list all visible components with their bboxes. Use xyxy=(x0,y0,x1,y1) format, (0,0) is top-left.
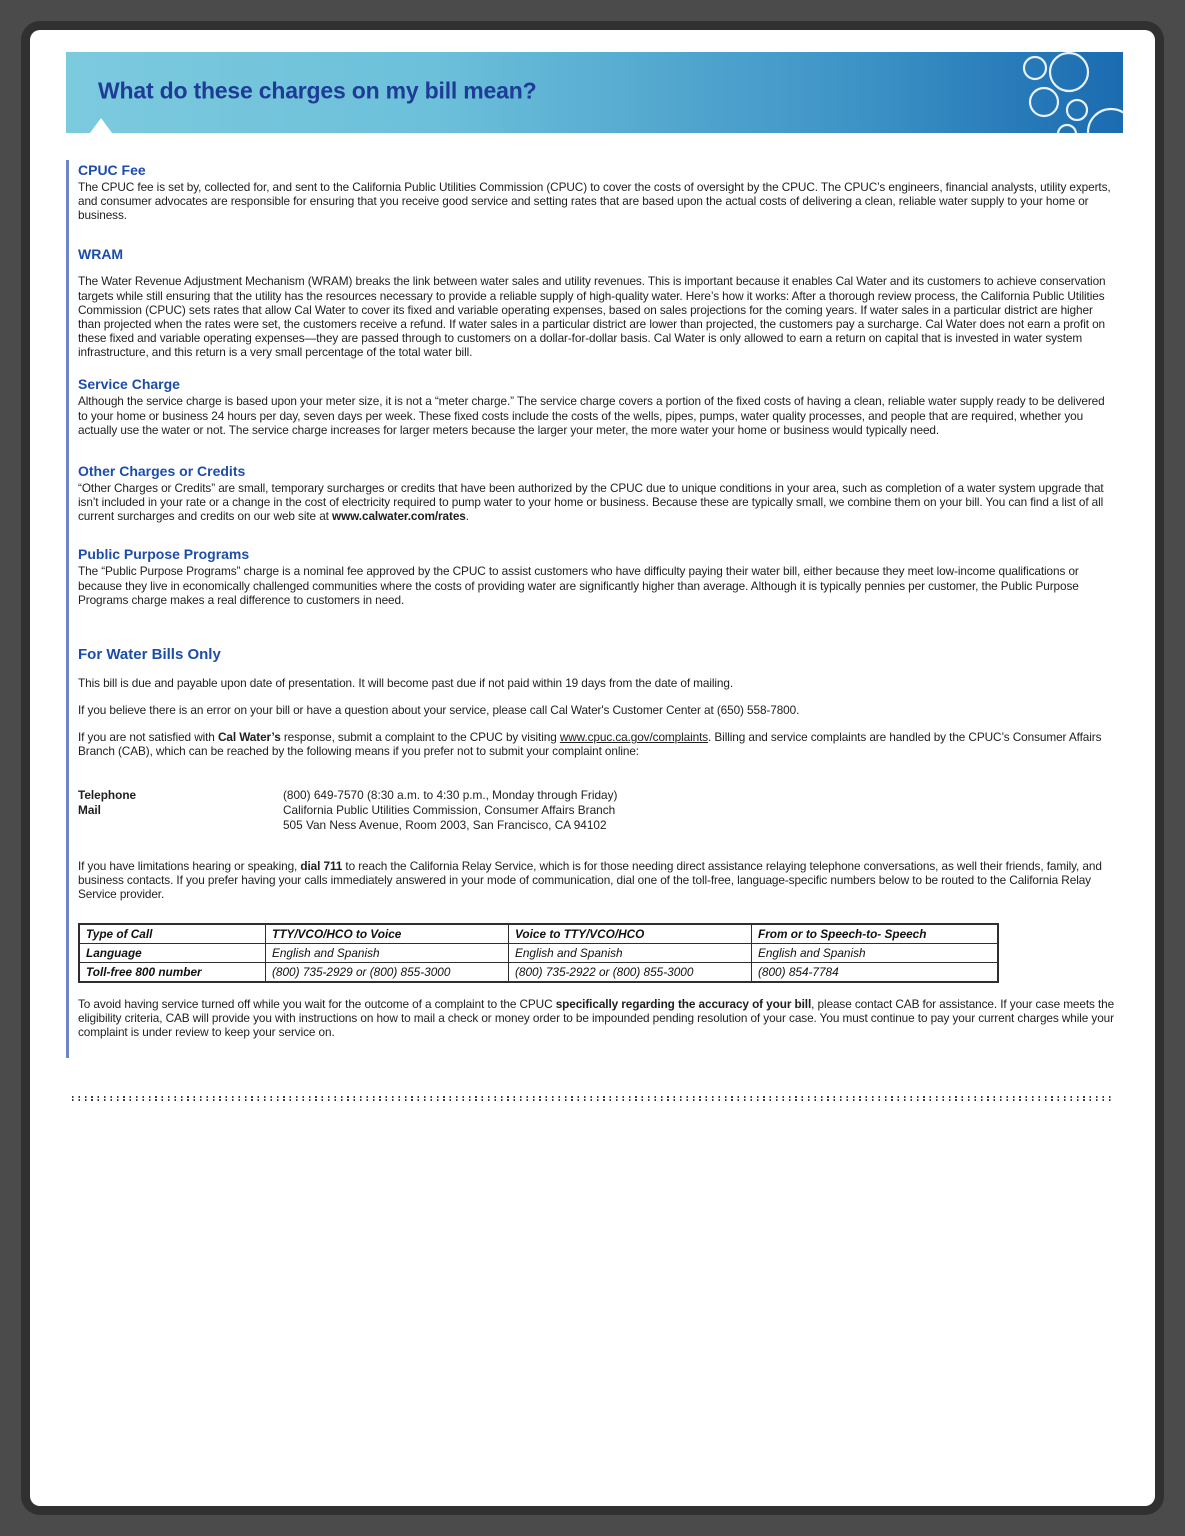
table-cell: TTY/VCO/HCO to Voice xyxy=(266,924,509,944)
contact-mail-row xyxy=(78,803,1117,818)
perforation-line xyxy=(72,1096,1115,1101)
table-cell: Language xyxy=(79,944,266,963)
section-heading-service-charge: Service Charge xyxy=(78,376,180,393)
table-cell: English and Spanish xyxy=(509,944,752,963)
section-heading-other-charges: Other Charges or Credits xyxy=(78,462,246,479)
text-segment: “Other Charges or Credits” are small, temporary surcharges or credits that have been authorized by the CPUC due to unique conditions in your area, such as completion of a water system upgrade that isn’t included in your rate or a change in the cost of electricity required to pump water to your home or business. Because these are typically small, we combine them on your bill. You can find a list of all current surcharges and credits on our web site at xyxy=(78,480,1104,524)
text-segment: dial 711 xyxy=(300,858,343,873)
table-cell: Toll-free 800 number xyxy=(79,963,266,983)
table-row xyxy=(79,924,998,944)
section-paragraph xyxy=(78,481,1117,523)
billing-error-paragraph xyxy=(78,703,1117,717)
table-cell: (800) 854-7784 xyxy=(752,963,999,983)
text-segment: response, submit a complaint to the CPUC by visiting xyxy=(280,730,560,745)
telephone-label: Telephone xyxy=(78,788,137,803)
relay-numbers-table xyxy=(78,923,999,983)
text-segment: specifically regarding the accuracy of your bill xyxy=(555,997,812,1012)
section-public-purpose xyxy=(78,546,1117,606)
table-row xyxy=(79,963,998,983)
text-segment: . xyxy=(465,509,469,524)
table-cell: English and Spanish xyxy=(752,944,999,963)
mail-address-line-1: California Public Utilities Commission, Consumer Affairs Branch xyxy=(283,803,616,818)
relay-service-paragraph xyxy=(78,859,1117,901)
section-heading-wram: WRAM xyxy=(78,246,124,263)
contact-telephone-row xyxy=(78,788,1117,803)
text-segment: Cal Water’s xyxy=(217,730,281,745)
text-segment: The “Public Purpose Programs” charge is a nominal fee approved by the CPUC to assist customers who have difficulty paying their water bill, either because they meet low-income qualifications or because they live in economically challenged communities where the costs of providing water are significantly higher than average. Although it is typically pennies per customer, the Public Purpose Programs charge makes a real difference to customers in need. xyxy=(78,564,1079,607)
section-service-charge xyxy=(78,376,1117,436)
section-cpuc-fee xyxy=(78,162,1117,222)
section-heading-for-water-bills-only: For Water Bills Only xyxy=(78,645,221,663)
text-segment: www.calwater.com/rates xyxy=(332,509,466,524)
telephone-value: (800) 649-7570 (8:30 a.m. to 4:30 p.m., Monday through Friday) xyxy=(283,788,618,803)
table-cell: (800) 735-2929 or (800) 855-3000 xyxy=(266,963,509,983)
section-paragraph xyxy=(78,274,1117,359)
complaint-paragraph xyxy=(78,730,1117,758)
section-paragraph xyxy=(78,180,1117,222)
bubbles-icon xyxy=(943,52,1123,133)
text-segment: If you believe there is an error on your bill or have a question about your service, please call Cal Water's Customer Center at (650) 558-7800. xyxy=(78,702,800,717)
mail-address-line-2: 505 Van Ness Avenue, Room 2003, San Francisco, CA 94102 xyxy=(283,817,607,832)
table-row xyxy=(79,944,998,963)
section-for-water-bills-only xyxy=(78,646,1117,759)
text-segment: If you are not satisfied with xyxy=(78,730,218,745)
page-title: What do these charges on my bill mean? xyxy=(98,76,537,103)
document-page xyxy=(30,30,1155,1506)
due-date-paragraph xyxy=(78,676,1117,690)
section-heading-public-purpose: Public Purpose Programs xyxy=(78,546,250,563)
text-segment: The Water Revenue Adjustment Mechanism (WRAM) breaks the link between water sales and utility revenues. This is important because it enables Cal Water and its customers to achieve conservation targets while still ensuring that the utility has the resources necessary to provide a reliable supply of high-quality water. Here’s how it works: After a thorough review process, the California Public Utilities Commission (CPUC) sets rates that allow Cal Water to cover its fixed and variable operating expenses, based on sales projections for the coming years. If water sales in a particular district are higher than projected when the rates were set, the customers receive a refund. If water sales in a particular district are lower than projected, the customers pay a surcharge. Cal Water does not earn a profit on these fixed and variable operating expenses—they are passed through to customers on a dollar-for-dollar basis. Cal Water is only allowed to earn a return on capital that is invested in water system infrastructure, and this return is a very small percentage of the total water bill. xyxy=(78,274,1106,360)
mail-label: Mail xyxy=(78,803,101,818)
mail-label-spacer xyxy=(78,818,283,833)
text-segment: The CPUC fee is set by, collected for, and sent to the California Public Utilities Commission (CPUC) to cover the costs of oversight by the CPUC. The CPUC’s engineers, financial analysts, utility experts, and consumer advocates are responsible for ensuring that you receive good service and setting rates that are based upon the actual costs of delivering a clean, reliable water supply to your home or business. xyxy=(78,180,1111,223)
content-area xyxy=(66,160,1117,1058)
contact-block xyxy=(78,788,1117,832)
banner-notch xyxy=(90,118,112,133)
table-cell: (800) 735-2922 or (800) 855-3000 xyxy=(509,963,752,983)
text-segment: This bill is due and payable upon date of presentation. It will become past due if not paid within 19 days from the date of mailing. xyxy=(78,675,734,690)
text-segment: If you have limitations hearing or speaking, xyxy=(78,858,301,873)
section-other-charges xyxy=(78,463,1117,523)
table-cell: English and Spanish xyxy=(266,944,509,963)
link-cpuc-complaints[interactable]: www.cpuc.ca.gov/complaints xyxy=(559,730,709,745)
table-cell: From or to Speech-to- Speech xyxy=(752,924,999,944)
text-segment: . Billing and service complaints are handled by the CPUC’s Consumer Affairs Branch (CAB), which can be reached by the following means if you prefer not to submit your complaint online: xyxy=(78,730,1102,759)
section-wram xyxy=(78,246,1117,359)
table-cell: Voice to TTY/VCO/HCO xyxy=(509,924,752,944)
section-heading-cpuc-fee: CPUC Fee xyxy=(78,162,146,178)
contact-mail-row-2 xyxy=(78,818,1117,833)
table-cell: Type of Call xyxy=(79,924,266,944)
text-segment: , please contact CAB for assistance. If your case meets the eligibility criteria, CAB will provide you with instructions on how to mail a check or money order to be impounded pending resolution of your case. You must continue to pay your current charges while your complaint is under review to keep your service on. xyxy=(78,997,1115,1040)
text-segment: to reach the California Relay Service, which is for those needing direct assistance relaying telephone conversations, as well their friends, family, and business contacts. If you prefer having your calls immediately answered in your mode of communication, dial one of the toll-free, language-specific numbers below to be routed to the California Relay Service provider. xyxy=(78,858,1102,901)
header-banner xyxy=(66,52,1123,133)
section-paragraph xyxy=(78,394,1117,436)
text-segment: Although the service charge is based upon your meter size, it is not a “meter charge.” The service charge covers a portion of the fixed costs of having a clean, reliable water supply ready to be delivered to your home or business 24 hours per day, seven days per week. These fixed costs include the costs of the wells, pipes, pumps, water quality processes, and people that are required, whether you actually use the water or not. The service charge increases for larger meters because the larger your meter, the more water your home or business would typically need. xyxy=(78,394,1105,437)
text-segment: To avoid having service turned off while you wait for the outcome of a complaint to the CPUC xyxy=(78,997,556,1012)
cab-assistance-paragraph xyxy=(78,997,1117,1039)
section-paragraph xyxy=(78,564,1117,606)
